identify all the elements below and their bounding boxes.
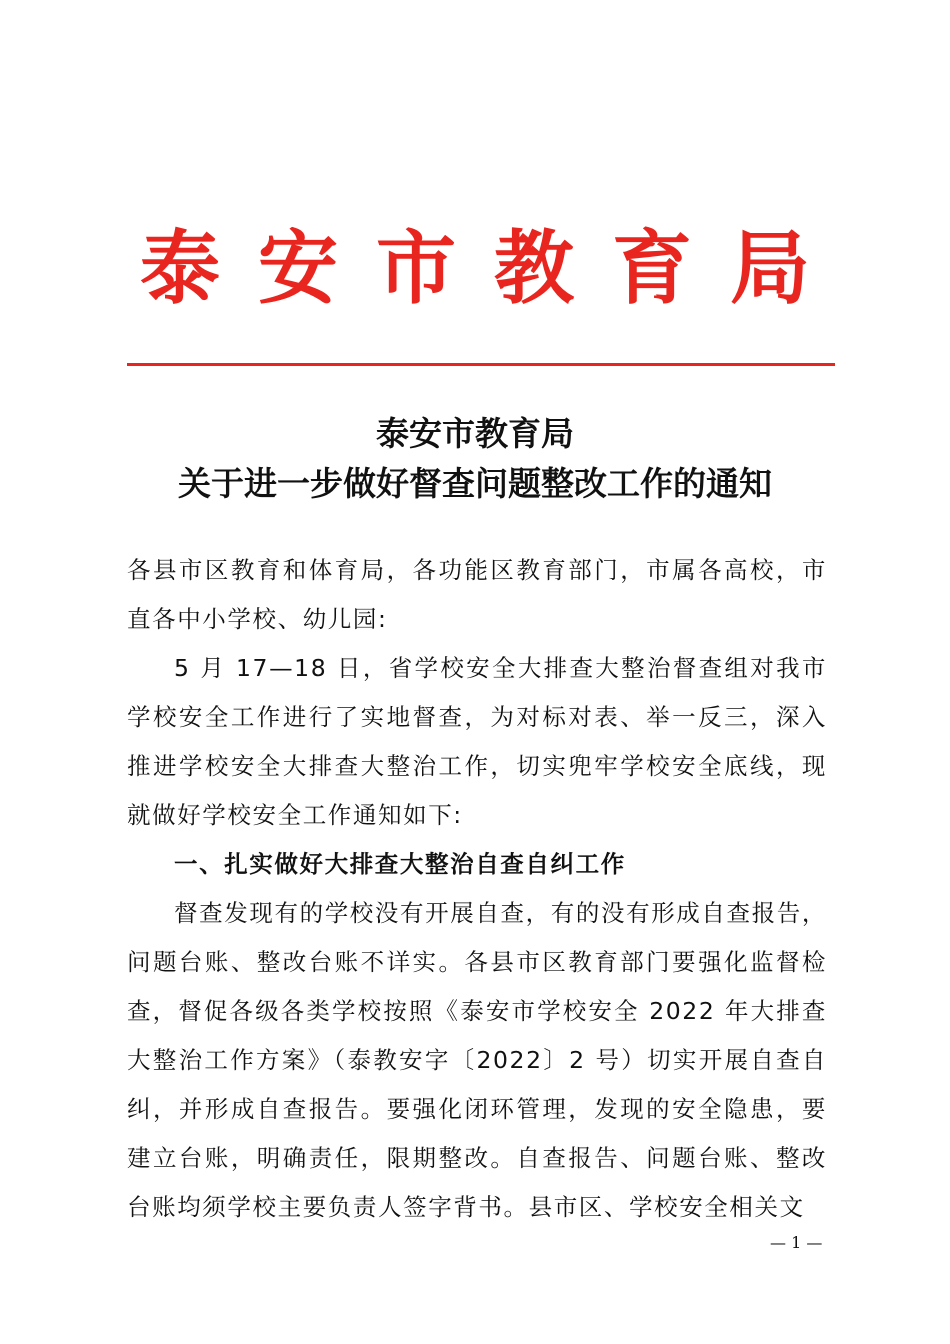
document-title-line-1: 泰安市教育局	[376, 414, 574, 453]
document-body	[127, 546, 827, 1232]
addressee: 各县市区教育和体育局，各功能区教育部门，市属各高校，市直各中小学校、幼儿园:	[127, 556, 827, 633]
paragraph-section-1: 督查发现有的学校没有开展自查，有的没有形成自查报告，问题台账、整改台账不详实。各县市区教育部门要强化监督检查，督促各级各类学校按照《泰安市学校安全 2022 年大排查大整治工作方案》（泰教安字〔2022〕2 号）切实开展自查自纠，并形成自查报告。要强化闭环管理，发现的安全隐患，要建立台账，明确责任，限期整改。自查报告、问题台账、整改台账均须学校主要负责人签字背书。县市区、学校安全相关文	[127, 899, 827, 1221]
section-1-heading: 一、扎实做好大排查大整治自查自纠工作	[174, 850, 626, 878]
letterhead-red-rule	[127, 363, 835, 366]
paragraph-intro: 5 月 17—18 日，省学校安全大排查大整治督查组对我市学校安全工作进行了实地督查，为对标对表、举一反三，深入推进学校安全大排查大整治工作，切实兜牢学校安全底线，现就做好学校安全工作通知如下:	[127, 654, 827, 829]
letterhead-org-name: 泰安市教育局	[140, 221, 848, 315]
document-title-line-2: 关于进一步做好督查问题整改工作的通知	[178, 464, 772, 503]
page-number: — 1 —	[770, 1233, 823, 1252]
